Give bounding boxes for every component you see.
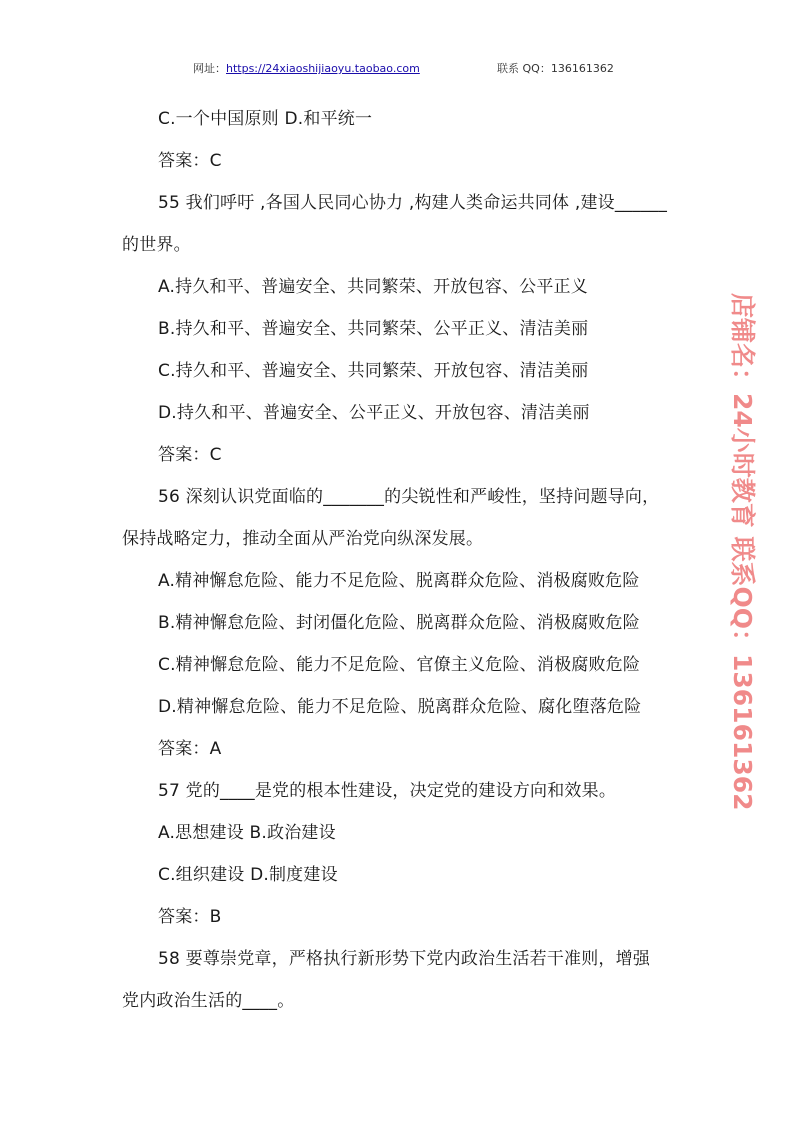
question-line-continued: 保持战略定力，推动全面从严治党向纵深发展。 — [122, 529, 484, 549]
option-line: D.精神懈怠危险、能力不足危险、脱离群众危险、腐化堕落危险 — [158, 697, 642, 717]
qq-label: 联系 QQ： — [497, 62, 551, 75]
option-line: C.组织建设 D.制度建设 — [158, 865, 338, 885]
option-line: C.持久和平、普遍安全、共同繁荣、开放包容、清洁美丽 — [158, 361, 589, 381]
answer-line: 答案：C — [158, 151, 222, 171]
shop-watermark — [708, 293, 788, 833]
option-line: B.持久和平、普遍安全、共同繁荣、公平正义、清洁美丽 — [158, 319, 589, 339]
question-line: 55 我们呼吁 ,各国人民同心协力 ,构建人类命运共同体 ,建设______ — [158, 193, 668, 213]
site-link[interactable]: https://24xiaoshijiaoyu.taobao.com — [226, 62, 420, 75]
answer-line: 答案：C — [158, 445, 222, 465]
option-line: A.持久和平、普遍安全、共同繁荣、开放包容、公平正义 — [158, 277, 588, 297]
option-line: C.一个中国原则 D.和平统一 — [158, 109, 373, 129]
option-line: A.思想建设 B.政治建设 — [158, 823, 336, 843]
option-line: D.持久和平、普遍安全、公平正义、开放包容、清洁美丽 — [158, 403, 590, 423]
question-line: 57 党的____是党的根本性建设，决定党的建设方向和效果。 — [158, 781, 617, 801]
watermark-text: 店铺名：24小时教育 联系QQ：136161362 — [728, 293, 757, 811]
qq-number: 136161362 — [550, 62, 614, 75]
question-line: 58 要尊崇党章，严格执行新形势下党内政治生活若干准则，增强 — [158, 949, 651, 969]
option-line: B.精神懈怠危险、封闭僵化危险、脱离群众危险、消极腐败危险 — [158, 613, 640, 633]
site-label: 网址： — [193, 62, 226, 75]
option-line: A.精神懈怠危险、能力不足危险、脱离群众危险、消极腐败危险 — [158, 571, 640, 591]
question-line-continued: 党内政治生活的____。 — [122, 991, 295, 1011]
question-line-continued: 的世界。 — [122, 235, 191, 255]
question-line: 56 深刻认识党面临的_______的尖锐性和严峻性，坚持问题导向， — [158, 487, 660, 507]
answer-line: 答案：A — [158, 739, 222, 759]
option-line: C.精神懈怠危险、能力不足危险、官僚主义危险、消极腐败危险 — [158, 655, 641, 675]
answer-line: 答案：B — [158, 907, 222, 927]
